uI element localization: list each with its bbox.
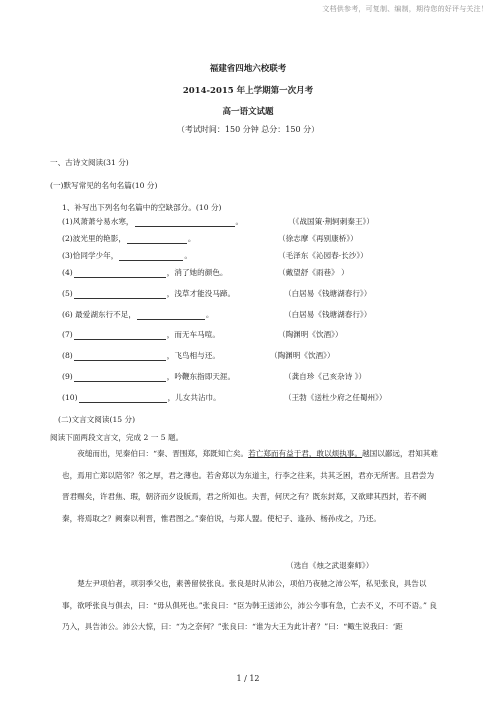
subsection-title: (二)文言文阅读(15 分) <box>58 415 136 424</box>
list-item: (5) ，浅草才能没马蹄。 <box>62 289 236 298</box>
answer-blank[interactable] <box>135 218 235 227</box>
list-item: (9) ，吟鞭东指即天涯。 <box>62 372 236 381</box>
section-title: 一、古诗文阅读(31 分) <box>50 158 129 167</box>
passage-1: 夜缒而出，见秦伯曰：“秦、晋围郑，郑既知亡矣。若亡郑而有益于君，敢以烦执事。越国以鄙远，君知其难也，焉用亡郑以陪邻？邻之厚，君之薄也。若舍郑以为东道主，行李之往来，共其乏困，君亦无所害。且君尝为晋君赐矣，许君焦、瑕，朝济而夕设版焉，君之所知也。夫晋，何厌之有？既东封郑，又欲肆其西封，若不阙秦，将焉取之？阙秦以利晋，惟君图之。”秦伯说，与郑人盟。使杞子、逢孙、杨孙戍之，乃还。 <box>62 449 438 524</box>
item-source: （《战国策·荆轲刺秦王》） <box>288 217 374 226</box>
item-source: （陶渊明《饮酒》） <box>270 351 335 360</box>
watermark: 文档供参考，可复制、编制，期待您的好评与关注！ <box>322 5 488 13</box>
list-item: (6) 最爱湖东行不足， 。 <box>62 310 214 319</box>
passage-2: 楚左尹项伯者，项羽季父也，素善留侯张良。张良是时从沛公，项伯乃夜驰之沛公军，私见张良，具告以事，欲呼张良与俱去，曰：“毋从俱死也。”张良曰：“臣为韩王送沛公，沛公今事有急，亡去不义，不可不语。” 良乃入，具告沛公。沛公大惊，曰：“为之奈何？”张良曰：“谁为大王为此计者？”曰：“鲰生说我曰：‘距 <box>62 579 437 632</box>
answer-blank[interactable] <box>119 252 183 261</box>
list-item: (10) ，儿女共沾巾。 <box>62 393 221 402</box>
exam-info: （考试时间：150 分钟 总分：150 分） <box>176 125 320 134</box>
instruction: 阅读下面两段文言文，完成 2 一 5 题。 <box>50 433 184 442</box>
school-title: 福建省四地六校联考 <box>209 64 287 74</box>
list-item: (7) ，而无车马喧。 <box>62 330 220 339</box>
answer-blank[interactable] <box>74 331 166 340</box>
answer-blank[interactable] <box>74 290 166 299</box>
item-source: （徐志摩《再别康桥》） <box>278 234 358 243</box>
passage-source: （选自《烛之武退秦师》） <box>286 561 374 570</box>
instruction: 1、补写出下列名句名篇中的空缺部分。(10 分) <box>62 203 222 212</box>
item-source: （白居易《钱塘湖春行》） <box>284 310 372 319</box>
answer-blank[interactable] <box>79 394 167 403</box>
answer-blank[interactable] <box>74 352 166 361</box>
item-source: （龚自珍《己亥杂诗 》） <box>284 372 367 381</box>
list-item: (2)波光里的艳影， 。 <box>62 234 196 243</box>
term-title: 2014-2015 年上学期第一次月考 <box>182 86 314 96</box>
item-source: （陶渊明《饮酒》） <box>278 330 343 339</box>
item-source: （白居易《钱塘湖春行》） <box>284 289 372 298</box>
answer-blank[interactable] <box>127 235 187 244</box>
answer-blank[interactable] <box>137 311 205 320</box>
page-number: 1 / 12 <box>236 674 260 683</box>
answer-blank[interactable] <box>74 373 166 382</box>
list-item: (8) ，飞鸟相与还。 <box>62 351 220 360</box>
underlined-sentence: 若亡郑而有益于君，敢以烦执事。 <box>248 449 363 458</box>
list-item: (1)风萧萧兮易水寒， 。 <box>62 217 244 226</box>
answer-blank[interactable] <box>74 269 166 278</box>
list-item: (3)恰同学少年， 。 <box>62 251 192 260</box>
item-source: （王勃《送杜少府之任蜀州》） <box>284 393 387 402</box>
item-source: （戴望舒《雨巷》 ） <box>278 268 349 277</box>
subject-title: 高一语文试题 <box>222 107 274 117</box>
subsection-title: (一)默写常见的名句名篇(10 分) <box>50 181 158 190</box>
item-source: （毛泽东《沁园春·长沙》） <box>278 251 368 260</box>
list-item: (4) ，消了她的颜色。 <box>62 268 228 277</box>
